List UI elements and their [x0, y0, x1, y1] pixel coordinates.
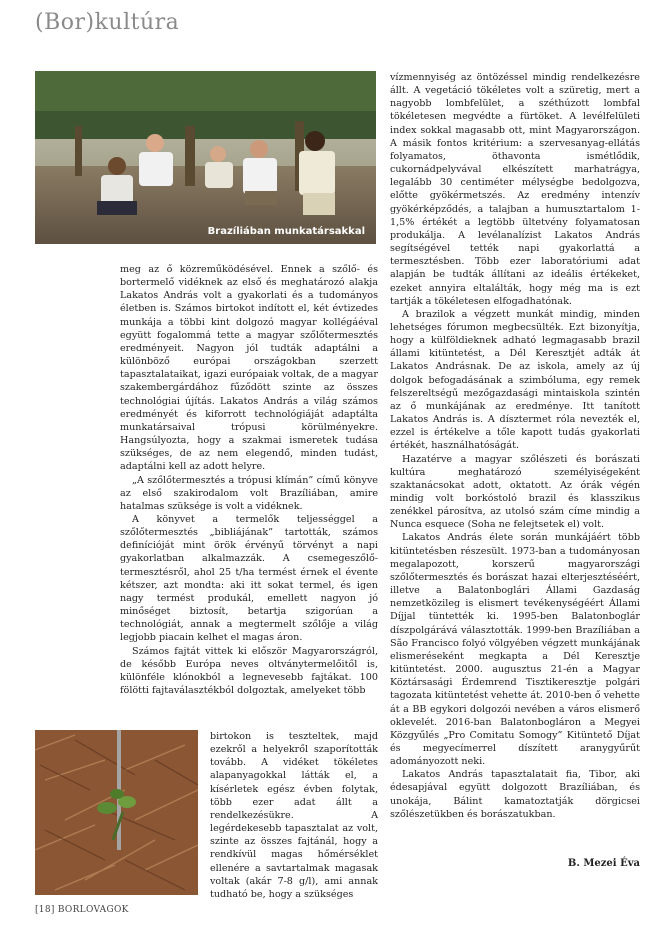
vine-seedling-photo — [35, 730, 198, 895]
paragraph: Hazatérve a magyar szőlészeti és borászati kultúra meghatározó személyiségeként szaktanácsokat adott, oktatott. Az órák végén mindig volt borkóstoló brazil és klasszikus zenékkel párosítva, az utolsó szám címe mindig a Nunca esquece (Soha ne felejtsetek el) volt. — [390, 453, 640, 531]
paragraph: „A szőlőtermesztés a trópusi klímán” című könyve az első szakirodalom volt Brazíliában, amire hatalmas szüksége is volt a vidéknek. — [120, 474, 378, 512]
paragraph: meg az ő közreműködésével. Ennek a szőlő- és bortermelő vidéknek az első és meghatározó alakja Lakatos András volt a gyakorlati és a tudományos életben is. Számos birtokot indított el, két évtizedes munkája a többi kint dolgozó magyar kollégáéval együtt fogalommá tette a magyar szőlőtermesztés eredményeit. Nagyon jól tudták adaptálni a különböző európai országokban szerzett tapasztalataikat, igazi európaiak voltak, de a magyar szakembergárdához fűződött szinte az összes technológiai újítás. Lakatos András a világ számos eredményét és kiforrott technológiáját adaptálta munkatársaival trópusi körülményekre. Hangsúlyozta, hogy a szakmai ismeretek tudása szükséges, de az nem elegendő, minden tudást, adaptálni kell az adott helyre. — [120, 264, 378, 473]
paragraph: Lakatos András élete során munkájáért több kitüntetésben részesült. 1973-ban a tudományosan megalapozott, korszerű magyarországi szőlőtermesztés és borászat hazai elterjesztéséért, illetve a Balatonboglári Állami Gazdaság nemzetközileg is elismert tevékenységéért Állami Díjjal tüntették ki. 1995-ben Balatonboglár díszpolgárává választották. 1999-ben Brazíliában a São Francisco folyó völgyében végzett munkájának elismeréseként megkapta a Dél Keresztje kitüntetést. 2000. augusztus 21-én a Magyar Köztársasági Érdemrend Tisztikeresztje polgári tagozata kitüntetést vehette át. 2010-ben ő vehette át a BB egykori dolgozói nevében a város elismerő oklevelét. 2016-ban Balatonbogláron a Megyei Közgyűlés „Pro Comitatu Somogy” Kitüntető Díjat és megyecímerrel díszített aranygyűrűt adományozott neki. — [390, 532, 640, 768]
section-title: (Bor)kultúra — [35, 10, 180, 35]
paragraph: birtokon is teszteltek, majd ezekről a helyekről szaporították tovább. A vidéket tökéletes alapanyagokkal látták el, a kísérletek egész évben folytak, több ezer adat állt a rendelkezésükre. A legérdekesebb tapasztalat az volt, szinte az összes fajtánál, hogy a rendkívül magas hőmérséklet ellenére a savtartalmak magasak voltak (akár 7-8 g/l), ami annak tudható be, hogy a szükséges — [210, 731, 378, 900]
author-byline: B. Mezei Éva — [567, 858, 640, 869]
vine-seedling-illustration — [35, 730, 198, 895]
vineyard-team-photo — [35, 71, 376, 244]
paragraph: Lakatos András tapasztalatait fia, Tibor, aki édesapjával együtt dolgozott Brazíliában, és unokája, Bálint kamatoztatják dörgicsei szőlészetükben és borászatukban. — [390, 769, 640, 820]
paragraph: vízmennyiség az öntözéssel mindig rendelkezésre állt. A vegetáció tökéletes volt a szüretig, mert a nagyobb lombfelület, a széthúzott lombfal tökéletesen megvédte a fürtöket. A levélfelületi index sokkal magasabb ott, mint Magyarországon. A másik fontos kritérium: a szervesanyag-ellátás folyamatos, öthavonta ismétlődik, cukornádpelyvával elkészített marhatrágya, legalább 30 centiméter mélységbe bedolgozva, előtte gyökérmetszés. Az eredmény intenzív gyökérképződés, a talajban a humusztartalom 1-1,5% értékét a legtöbb ültetvény folyamatosan produkálja. A levélanalízist Lakatos András segítségével tették napi gyakorlattá a termesztésben. Több ezer laboratóriumi adat alapján be tudták állítani az ideális értékeket, ezeket annyira eltalálták, hogy még ma is ezt tartják a tökéletesen elfogadhatónak. — [390, 72, 640, 307]
article-column-left-bottom — [210, 730, 378, 901]
photo-caption: Brazíliában munkatársakkal — [207, 226, 365, 237]
paragraph: A könyvet a termelők teljességgel a szőlőtermesztés „bibliájának” tartották, számos definícióját mint örök érvényű törvényt a napi gyakorlatban alkalmazzák. A csemegeszőlő-termesztésről, ahol 25 t/ha termést érnek el évente kétszer, azt mondta: aki itt sokat termel, és igen nagy termést produkál, emellett nagyon jó minőséget biztosít, betartja szigorúan a technológiát, annak a megtermelt szőlője a világ legjobb piacain kelhet el magas áron. — [120, 513, 378, 644]
paragraph: Számos fajtát vittek ki először Magyarországról, de később Európa neves oltványtermelőitől is, különféle klónokból a legnevesebb fajtákat. 100 fölötti fajtaválasztékból dolgoztak, amelyeket több — [120, 645, 378, 696]
page-footer: [18] BORLOVAGOK — [35, 905, 129, 915]
vineyard-team-illustration — [35, 71, 376, 244]
paragraph: A brazilok a végzett munkát mindig, minden lehetséges fórumon megbecsülték. Ezt bizonyítja, hogy a külföldieknek adható legmagasabb brazil állami kitüntetést, a Dél Keresztjét adták át Lakatos Andrásnak. De az iskola, amely az új dolgok befogadásának a szimbóluma, egy remek felszereltségű mezőgazdasági mintaiskola szintén az ő munkájának az eredménye. Itt tanított Lakatos András is. A dísztermet róla nevezték el, ezzel is értékelve a tőle kapott tudás gyakorlati értékét, használhatóságát. — [390, 308, 640, 452]
article-column-right — [390, 71, 640, 821]
article-column-left-top — [120, 263, 378, 697]
